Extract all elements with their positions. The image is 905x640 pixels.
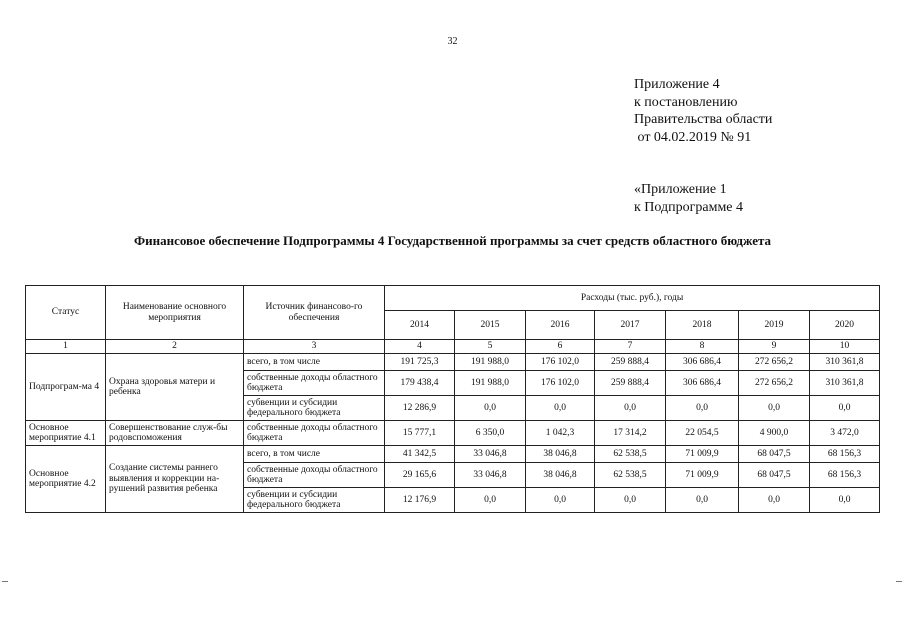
cell-amount: 71 009,9 [666,463,739,488]
header-source: Источник финансово-го обеспечения [244,286,385,340]
header-year: 2016 [526,311,595,340]
financing-table [25,285,880,513]
row-activity-name: Охрана здоровья матери и ребенка [106,354,244,421]
column-number: 8 [666,340,739,354]
row-funding-source: всего, в том числе [244,446,385,463]
appendix-4-line: Приложение 4 [634,77,720,92]
cell-amount: 33 046,8 [455,463,526,488]
cell-amount: 17 314,2 [595,421,666,446]
cell-amount: 176 102,0 [526,371,595,396]
cell-amount: 1 042,3 [526,421,595,446]
cell-amount: 310 361,8 [810,354,880,371]
scan-mark [2,581,8,582]
row-status: Основное мероприятие 4.2 [26,446,106,513]
appendix-4-line: Правительства области [634,112,773,127]
row-activity-name: Создание системы раннего выявления и коррекции на-рушений развития ребенка [106,446,244,513]
cell-amount: 62 538,5 [595,446,666,463]
cell-amount: 29 165,6 [385,463,455,488]
cell-amount: 0,0 [739,396,810,421]
column-number: 9 [739,340,810,354]
row-funding-source: собственные доходы областного бюджета [244,463,385,488]
row-status: Основное мероприятие 4.1 [26,421,106,446]
cell-amount: 0,0 [595,396,666,421]
header-year: 2018 [666,311,739,340]
column-number-row [26,340,880,354]
cell-amount: 0,0 [595,488,666,513]
cell-amount: 191 988,0 [455,354,526,371]
cell-amount: 68 156,3 [810,446,880,463]
appendix-1-line: к Подпрограмме 4 [634,199,744,215]
column-number: 2 [106,340,244,354]
column-number: 7 [595,340,666,354]
header-name: Наименование основного мероприятия [106,286,244,340]
cell-amount: 12 286,9 [385,396,455,421]
table-row [26,446,880,463]
column-number: 5 [455,340,526,354]
row-funding-source: субвенции и субсидии федерального бюджета [244,396,385,421]
cell-amount: 38 046,8 [526,446,595,463]
column-number: 10 [810,340,880,354]
cell-amount: 0,0 [526,488,595,513]
cell-amount: 0,0 [455,488,526,513]
appendix-4-line: от 04.02.2019 № 91 [634,129,752,145]
table-row [26,354,880,371]
cell-amount: 0,0 [810,488,880,513]
cell-amount: 3 472,0 [810,421,880,446]
cell-amount: 38 046,8 [526,463,595,488]
appendix-1-block [634,181,743,216]
cell-amount: 22 054,5 [666,421,739,446]
cell-amount: 0,0 [455,396,526,421]
header-year: 2017 [595,311,666,340]
cell-amount: 272 656,2 [739,371,810,396]
cell-amount: 0,0 [810,396,880,421]
column-number: 3 [244,340,385,354]
cell-amount: 0,0 [739,488,810,513]
cell-amount: 306 686,4 [666,371,739,396]
appendix-1-line: «Приложение 1 [634,182,727,197]
cell-amount: 33 046,8 [455,446,526,463]
column-number: 6 [526,340,595,354]
cell-amount: 0,0 [666,488,739,513]
cell-amount: 68 047,5 [739,463,810,488]
cell-amount: 191 988,0 [455,371,526,396]
cell-amount: 71 009,9 [666,446,739,463]
cell-amount: 179 438,4 [385,371,455,396]
header-year: 2014 [385,311,455,340]
cell-amount: 191 725,3 [385,354,455,371]
cell-amount: 310 361,8 [810,371,880,396]
header-year: 2019 [739,311,810,340]
cell-amount: 62 538,5 [595,463,666,488]
document-title: Финансовое обеспечение Подпрограммы 4 Государственной программы за счет средств областного бюджета [133,233,772,248]
row-funding-source: собственные доходы областного бюджета [244,371,385,396]
row-funding-source: субвенции и субсидии федерального бюджета [244,488,385,513]
header-year: 2020 [810,311,880,340]
column-number: 1 [26,340,106,354]
row-funding-source: собственные доходы областного бюджета [244,421,385,446]
appendix-4-line: к постановлению [634,94,738,110]
cell-amount: 176 102,0 [526,354,595,371]
cell-amount: 306 686,4 [666,354,739,371]
cell-amount: 68 047,5 [739,446,810,463]
header-year: 2015 [455,311,526,340]
cell-amount: 259 888,4 [595,354,666,371]
cell-amount: 272 656,2 [739,354,810,371]
cell-amount: 68 156,3 [810,463,880,488]
cell-amount: 12 176,9 [385,488,455,513]
header-expenses: Расходы (тыс. руб.), годы [385,286,880,311]
page-number: 32 [447,36,458,47]
table-row [26,421,880,446]
cell-amount: 259 888,4 [595,371,666,396]
appendix-4-block [634,76,772,146]
cell-amount: 0,0 [526,396,595,421]
row-status: Подпрограм-ма 4 [26,354,106,421]
row-activity-name: Совершенствование служ-бы родовспоможения [106,421,244,446]
header-status: Статус [26,286,106,340]
scan-mark [896,581,902,582]
cell-amount: 15 777,1 [385,421,455,446]
cell-amount: 4 900,0 [739,421,810,446]
cell-amount: 41 342,5 [385,446,455,463]
column-number: 4 [385,340,455,354]
row-funding-source: всего, в том числе [244,354,385,371]
cell-amount: 0,0 [666,396,739,421]
cell-amount: 6 350,0 [455,421,526,446]
